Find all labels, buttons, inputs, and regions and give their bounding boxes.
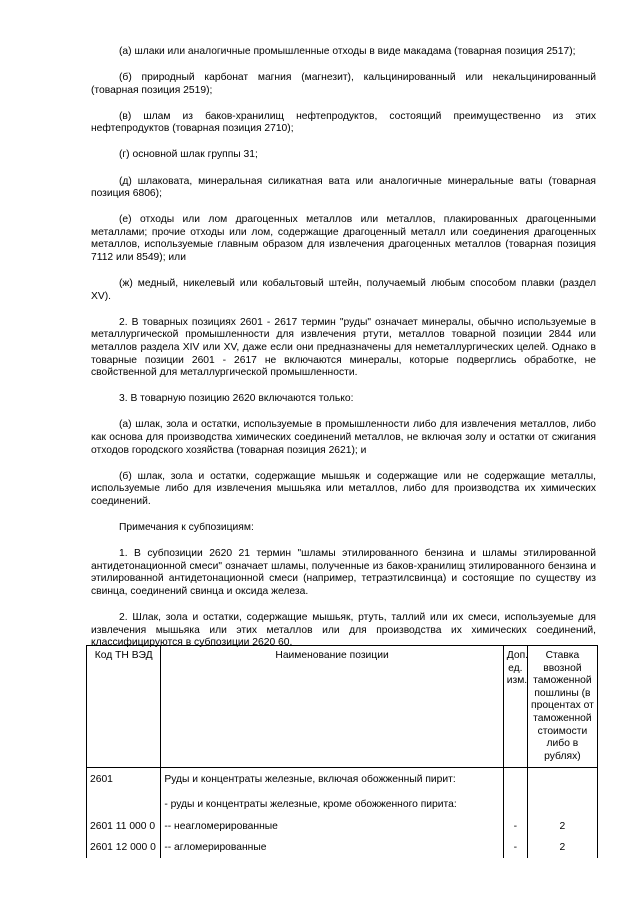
table-header-row <box>87 646 598 768</box>
cell-name-line2: - руды и концентраты железные, кроме обожженного пирита: <box>164 798 457 810</box>
header-name: Наименование позиции <box>161 646 503 768</box>
paragraph-subnote-2: 2. Шлак, зола и остатки, содержащие мышьяк, ртуть, таллий или их смеси, используемые для извлечения мышьяка или этих металлов или для производства их химических соединений, классифицируются в субпозиции 2620 60. <box>91 611 596 649</box>
paragraph-note-3: 3. В товарную позицию 2620 включаются только: <box>119 393 354 405</box>
paragraph-exclusion-d: (г) основной шлак группы 31; <box>119 149 258 161</box>
cell-unit <box>503 768 527 815</box>
subheading-subposition-notes: Примечания к субпозициям: <box>119 521 254 533</box>
paragraph-note-3-b: (б) шлак, зола и остатки, содержащие мышьяк и содержащие или не содержащие металлы, используемые либо для извлечения мышьяка или металлов, либо для производства их химических соединений. <box>91 470 596 507</box>
table-row <box>87 815 598 837</box>
paragraph-exclusion-e: (д) шлаковата, минеральная силикатная вата или аналогичные минеральные ваты (товарная позиция 6806); <box>91 175 596 200</box>
cell-unit: - <box>503 815 527 837</box>
paragraph-exclusion-f: (е) отходы или лом драгоценных металлов или металлов, плакированных драгоценными металлами; прочие отходы или лом, содержащие драгоценный металл или соединения драгоценных металлов, используемые главным образом для извлечения драгоценных металлов (товарная позиция 7112 или 8549); или <box>91 214 596 264</box>
paragraph-exclusion-a: (а) шлаки или аналогичные промышленные отходы в виде макадама (товарная позиция 2517); <box>119 46 576 57</box>
paragraph-exclusion-c: (в) шлам из баков-хранилищ нефтепродуктов, состоящий преимущественно из этих нефтепродуктов (товарная позиция 2710); <box>91 110 596 135</box>
cell-name <box>161 768 503 815</box>
cell-code: 2601 <box>87 768 161 815</box>
paragraph-exclusion-b: (б) природный карбонат магния (магнезит), кальцинированный или некальцинированный (товарная позиция 2519); <box>91 72 596 96</box>
cell-rate: 2 <box>527 815 597 837</box>
table-row <box>87 836 598 858</box>
header-rate: Ставка ввозной таможенной пошлины (в процентах от таможенной стоимости либо в рублях) <box>527 646 597 768</box>
cell-rate <box>527 768 597 815</box>
table-row <box>87 768 598 815</box>
cell-unit: - <box>503 836 527 858</box>
cell-name: -- неагломерированные <box>161 815 503 837</box>
tariff-table <box>86 645 598 858</box>
paragraph-subnote-1: 1. В субпозиции 2620 21 термин "шламы этилированного бензина и шламы этилированной антидетонационной смеси" означает шламы, полученные из баков-хранилищ этилированного бензина и этилированной антидетонационной смеси (например, тетраэтилсвинца) и состоящие по существу из свинца, соединений свинца и оксида железа. <box>91 548 596 597</box>
cell-name-line1: Руды и концентраты железные, включая обожженный пирит: <box>164 774 456 786</box>
header-unit: Доп. ед. изм. <box>503 646 527 768</box>
cell-code: 2601 11 000 0 <box>87 815 161 837</box>
notes-text <box>91 46 596 663</box>
cell-rate: 2 <box>527 836 597 858</box>
paragraph-exclusion-g: (ж) медный, никелевый или кобальтовый штейн, получаемый любым способом плавки (раздел XV). <box>91 278 596 302</box>
paragraph-note-3-a: (а) шлак, зола и остатки, используемые в промышленности либо для извлечения металлов, либо как основа для производства химических соединений металлов, не включая золу и остатки от сжигания отходов городского хозяйства (товарная позиция 2621); и <box>91 419 596 456</box>
cell-code: 2601 12 000 0 <box>87 836 161 858</box>
paragraph-note-2: 2. В товарных позициях 2601 - 2617 термин "руды" означает минералы, обычно используемые в металлургической промышленности для извлечения ртути, металлов товарной позиции 2844 или металлов раздела XIV или XV, даже если они предназначены для неметаллургических целей. Однако в товарные позиции 2601 - 2617 не включаются минералы, которые подверглись обработке, не свойственной для металлургической промышленности. <box>91 316 596 379</box>
header-code: Код ТН ВЭД <box>87 646 161 768</box>
cell-name: -- агломерированные <box>161 836 503 858</box>
